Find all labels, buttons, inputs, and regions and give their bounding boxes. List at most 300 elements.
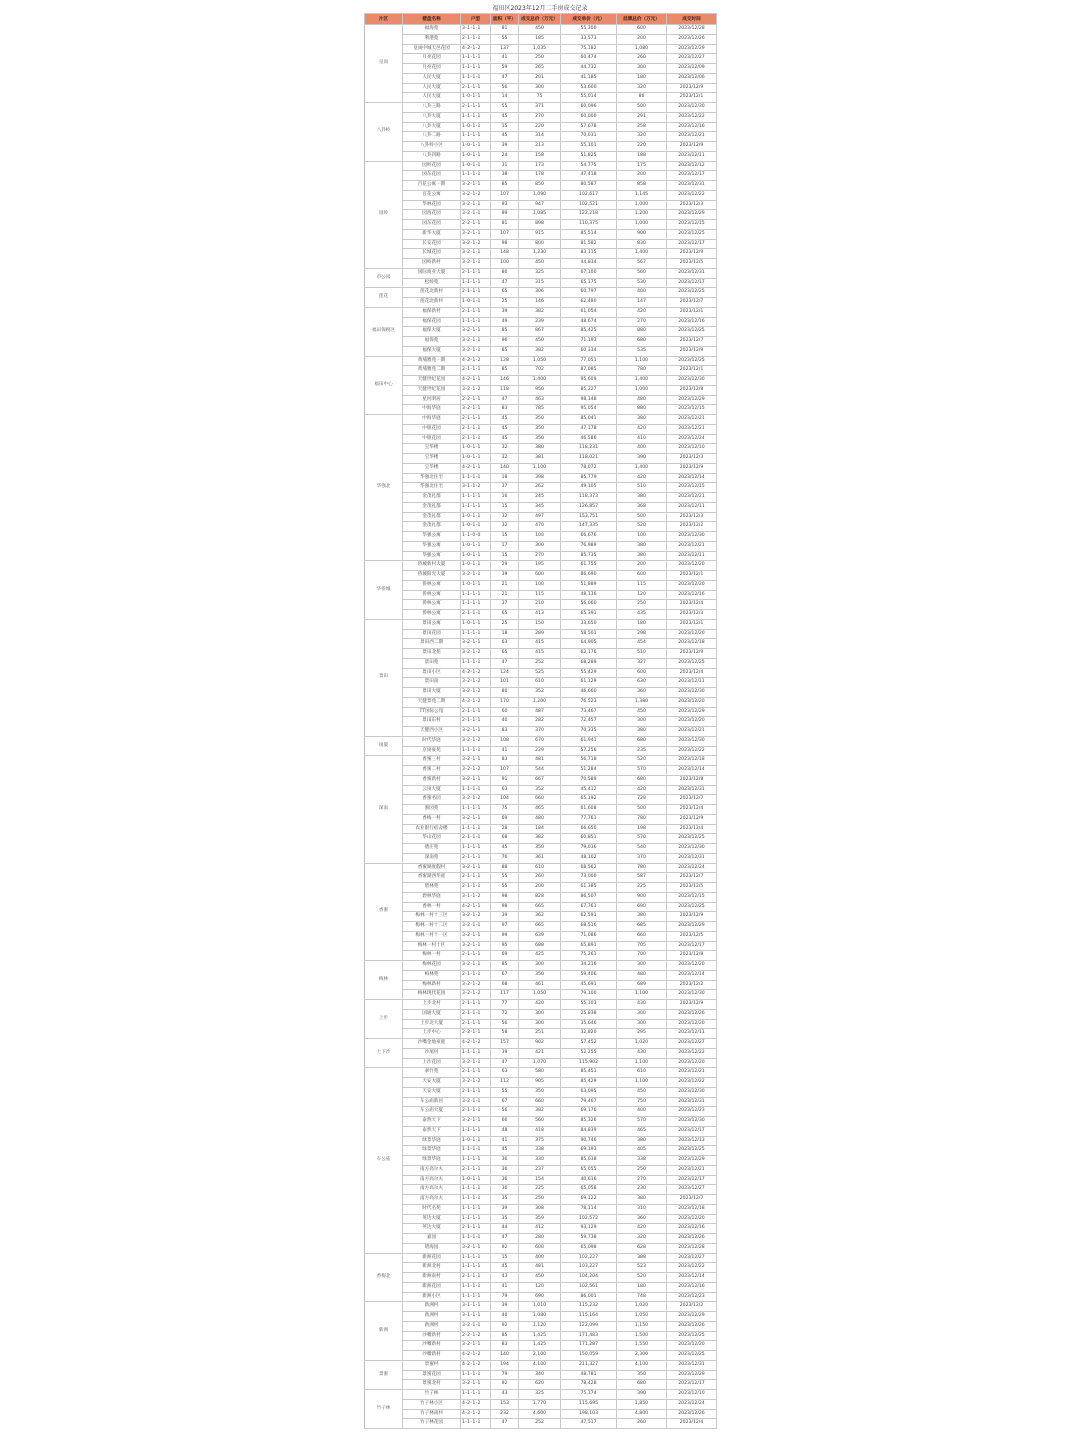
- total-price-cell: 289: [519, 629, 561, 639]
- unit-price-cell: 171,483: [561, 1331, 617, 1341]
- list-price-cell: 1,400: [617, 249, 667, 259]
- list-price-cell: 705: [617, 941, 667, 951]
- area-cell: 85: [491, 366, 519, 376]
- table-row: [365, 1136, 717, 1146]
- estate-name-cell: 华山花园: [403, 834, 461, 844]
- total-price-cell: 1,120: [519, 1321, 561, 1331]
- list-price-cell: 689: [617, 980, 667, 990]
- area-cell: 14: [491, 93, 519, 103]
- estate-name-cell: 车公庙大厦: [403, 1107, 461, 1117]
- layout-cell: 3-1-1-1: [461, 1302, 491, 1312]
- total-price-cell: 252: [519, 658, 561, 668]
- list-price-cell: 260: [617, 54, 667, 64]
- deal-date-cell: 2023/12/16: [667, 1224, 717, 1234]
- list-price-cell: 147: [617, 298, 667, 308]
- deal-date-cell: 2023/12/20: [667, 1214, 717, 1224]
- list-price-cell: 175: [617, 161, 667, 171]
- deal-date-cell: 2023/12/25: [667, 356, 717, 366]
- total-price-cell: 1,425: [519, 1341, 561, 1351]
- unit-price-cell: 147,335: [561, 522, 617, 532]
- layout-cell: 2-1-1-1: [461, 1087, 491, 1097]
- header-row: [365, 14, 717, 25]
- list-price-cell: 510: [617, 649, 667, 659]
- area-cell: 96: [491, 337, 519, 347]
- total-price-cell: 345: [519, 502, 561, 512]
- deal-date-cell: 2023/12/20: [667, 629, 717, 639]
- total-price-cell: 252: [519, 1419, 561, 1429]
- layout-cell: 1-1-1-1: [461, 590, 491, 600]
- deal-date-cell: 2023/12/18: [667, 1204, 717, 1214]
- deal-date-cell: 2023/12/7: [667, 337, 717, 347]
- area-cell: 39: [491, 142, 519, 152]
- list-price-cell: 1,000: [617, 200, 667, 210]
- estate-name-cell: 新洲花园: [403, 1253, 461, 1263]
- table-row: [365, 941, 717, 951]
- total-price-cell: 1,050: [519, 356, 561, 366]
- list-price-cell: 320: [617, 132, 667, 142]
- deal-date-cell: 2023/12/25: [667, 658, 717, 668]
- list-price-cell: 450: [617, 707, 667, 717]
- area-cell: 39: [491, 1302, 519, 1312]
- area-cell: 15: [491, 551, 519, 561]
- total-price-cell: 1,085: [519, 210, 561, 220]
- layout-cell: 1-0-1-1: [461, 151, 491, 161]
- layout-cell: 1-1-1-1: [461, 317, 491, 327]
- list-price-cell: 690: [617, 902, 667, 912]
- estate-name-cell: 新洲村: [403, 1312, 461, 1322]
- layout-cell: 4-2-1-2: [461, 1409, 491, 1419]
- estate-name-cell: 梅林现代花园: [403, 990, 461, 1000]
- area-cell: 98: [491, 892, 519, 902]
- unit-price-cell: 57,678: [561, 122, 617, 132]
- unit-price-cell: 51,825: [561, 151, 617, 161]
- total-price-cell: 600: [519, 571, 561, 581]
- unit-price-cell: 55,101: [561, 142, 617, 152]
- unit-price-cell: 115,695: [561, 1399, 617, 1409]
- unit-price-cell: 59,738: [561, 1234, 617, 1244]
- layout-cell: 1-0-1-1: [461, 522, 491, 532]
- total-price-cell: 75: [519, 93, 561, 103]
- table-row: [365, 493, 717, 503]
- total-price-cell: 420: [519, 1000, 561, 1010]
- layout-cell: 3-2-1-1: [461, 863, 491, 873]
- estate-name-cell: 新华大厦: [403, 229, 461, 239]
- unit-price-cell: 55,429: [561, 668, 617, 678]
- area-cell: 128: [491, 356, 519, 366]
- table-row: [365, 502, 717, 512]
- deal-date-cell: 2023/12/7: [667, 873, 717, 883]
- table-row: [365, 259, 717, 269]
- list-price-cell: 295: [617, 1029, 667, 1039]
- area-cell: 32: [491, 444, 519, 454]
- area-cell: 35: [491, 1195, 519, 1205]
- unit-price-cell: 70,589: [561, 775, 617, 785]
- total-price-cell: 229: [519, 746, 561, 756]
- estate-name-cell: 南方高尔夫: [403, 1165, 461, 1175]
- unit-price-cell: 85,779: [561, 473, 617, 483]
- area-cell: 36: [491, 1156, 519, 1166]
- area-cell: 77: [491, 1000, 519, 1010]
- unit-price-cell: 85,038: [561, 1156, 617, 1166]
- area-cell: 66: [491, 1117, 519, 1127]
- total-price-cell: 785: [519, 405, 561, 415]
- deal-date-cell: 2023/12/18: [667, 639, 717, 649]
- list-price-cell: 700: [617, 951, 667, 961]
- layout-cell: 3-2-1-1: [461, 200, 491, 210]
- total-price-cell: 1,035: [519, 44, 561, 54]
- area-cell: 112: [491, 1078, 519, 1088]
- area-cell: 137: [491, 44, 519, 54]
- layout-cell: 2-2-1-1: [461, 220, 491, 230]
- area-cell: 55: [491, 103, 519, 113]
- header-date: 成交时间: [667, 14, 717, 25]
- deal-date-cell: 2023/12/1: [667, 366, 717, 376]
- unit-price-cell: 68,516: [561, 922, 617, 932]
- table-row: [365, 356, 717, 366]
- total-price-cell: 315: [519, 278, 561, 288]
- unit-price-cell: 80,587: [561, 181, 617, 191]
- table-row: [365, 912, 717, 922]
- unit-price-cell: 56,718: [561, 756, 617, 766]
- deal-date-cell: 2023/12/4: [667, 805, 717, 815]
- total-price-cell: 560: [519, 1117, 561, 1127]
- unit-price-cell: 65,891: [561, 941, 617, 951]
- estate-name-cell: 香蜜新村: [403, 775, 461, 785]
- unit-price-cell: 84,839: [561, 1126, 617, 1136]
- deal-date-cell: 2023/12/9: [667, 463, 717, 473]
- total-price-cell: 361: [519, 853, 561, 863]
- table-row: [365, 1126, 717, 1136]
- area-cell: 148: [491, 249, 519, 259]
- table-row: [365, 73, 717, 83]
- table-row: [365, 268, 717, 278]
- total-price-cell: 308: [519, 1204, 561, 1214]
- area-cell: 69: [491, 951, 519, 961]
- estate-name-cell: 沙嘴新村: [403, 1331, 461, 1341]
- table-row: [365, 1321, 717, 1331]
- total-price-cell: 463: [519, 395, 561, 405]
- table-row: [365, 980, 717, 990]
- unit-price-cell: 61,054: [561, 307, 617, 317]
- area-cell: 39: [491, 571, 519, 581]
- total-price-cell: 580: [519, 1068, 561, 1078]
- deal-date-cell: 2023/12/17: [667, 1380, 717, 1390]
- estate-name-cell: 景田南: [403, 678, 461, 688]
- table-row: [365, 142, 717, 152]
- total-price-cell: 544: [519, 766, 561, 776]
- layout-cell: 1-0-1-1: [461, 298, 491, 308]
- estate-name-cell: 国际商业大厦: [403, 268, 461, 278]
- unit-price-cell: 65,058: [561, 1185, 617, 1195]
- unit-price-cell: 62,176: [561, 649, 617, 659]
- table-row: [365, 161, 717, 171]
- list-price-cell: 520: [617, 522, 667, 532]
- unit-price-cell: 69,176: [561, 1107, 617, 1117]
- unit-price-cell: 150,059: [561, 1351, 617, 1361]
- unit-price-cell: 211,327: [561, 1360, 617, 1370]
- list-price-cell: 420: [617, 785, 667, 795]
- total-price-cell: 450: [519, 1273, 561, 1283]
- deal-date-cell: 2023/12/27: [667, 1039, 717, 1049]
- list-price-cell: 1,100: [617, 1078, 667, 1088]
- unit-price-cell: 85,326: [561, 1117, 617, 1127]
- table-row: [365, 824, 717, 834]
- area-cell: 101: [491, 678, 519, 688]
- deal-date-cell: 2023/12/11: [667, 151, 717, 161]
- deal-date-cell: 2023/12/31: [667, 785, 717, 795]
- deal-date-cell: 2023/12/2: [667, 1302, 717, 1312]
- list-price-cell: 300: [617, 1019, 667, 1029]
- list-price-cell: 235: [617, 746, 667, 756]
- deal-date-cell: 2023/12/3: [667, 200, 717, 210]
- unit-price-cell: 57,256: [561, 746, 617, 756]
- estate-name-cell: 农业银行宿舍楼: [403, 824, 461, 834]
- deal-date-cell: 2023/12/20: [667, 717, 717, 727]
- area-cell: 40: [491, 717, 519, 727]
- list-price-cell: 410: [617, 434, 667, 444]
- layout-cell: 1-1-1-1: [461, 502, 491, 512]
- unit-price-cell: 71,193: [561, 337, 617, 347]
- estate-name-cell: 南方高尔夫: [403, 1185, 461, 1195]
- estate-name-cell: 天健世纪花园: [403, 385, 461, 395]
- district-cell: 香蜜: [365, 863, 403, 961]
- area-cell: 81: [491, 220, 519, 230]
- area-cell: 47: [491, 1058, 519, 1068]
- layout-cell: 4-2-1-1: [461, 902, 491, 912]
- total-price-cell: 950: [519, 385, 561, 395]
- layout-cell: 1-1-1-1: [461, 171, 491, 181]
- list-price-cell: 291: [617, 112, 667, 122]
- list-price-cell: 1,400: [617, 463, 667, 473]
- layout-cell: 1-1-1-1: [461, 493, 491, 503]
- table-row: [365, 902, 717, 912]
- list-price-cell: 180: [617, 619, 667, 629]
- layout-cell: 1-1-1-1: [461, 1282, 491, 1292]
- list-price-cell: 380: [617, 541, 667, 551]
- area-cell: 43: [491, 1273, 519, 1283]
- unit-price-cell: 86,690: [561, 571, 617, 581]
- table-row: [365, 814, 717, 824]
- district-cell: 新洲: [365, 1302, 403, 1361]
- list-price-cell: 728: [617, 795, 667, 805]
- layout-cell: 1-1-1-1: [461, 73, 491, 83]
- area-cell: 41: [491, 746, 519, 756]
- unit-price-cell: 65,098: [561, 1243, 617, 1253]
- deal-date-cell: 2023/12/1: [667, 93, 717, 103]
- list-price-cell: 600: [617, 571, 667, 581]
- table-row: [365, 327, 717, 337]
- total-price-cell: 450: [519, 25, 561, 35]
- layout-cell: 3-2-1-1: [461, 249, 491, 259]
- total-price-cell: 450: [519, 259, 561, 269]
- deal-date-cell: 2023/12/15: [667, 892, 717, 902]
- total-price-cell: 210: [519, 600, 561, 610]
- area-cell: 25: [491, 619, 519, 629]
- deal-date-cell: 2023/12/30: [667, 736, 717, 746]
- deal-date-cell: 2023/12/31: [667, 1097, 717, 1107]
- total-price-cell: 350: [519, 434, 561, 444]
- unit-price-cell: 25,838: [561, 1009, 617, 1019]
- table-row: [365, 444, 717, 454]
- estate-name-cell: 梅林一村十区: [403, 941, 461, 951]
- table-row: [365, 1087, 717, 1097]
- table-row: [365, 766, 717, 776]
- total-price-cell: 195: [519, 561, 561, 571]
- district-cell: 深南: [365, 756, 403, 863]
- table-row: [365, 1204, 717, 1214]
- deal-date-cell: 2023/12/20: [667, 1341, 717, 1351]
- area-cell: 170: [491, 697, 519, 707]
- list-price-cell: 4,800: [617, 1409, 667, 1419]
- unit-price-cell: 70,031: [561, 132, 617, 142]
- layout-cell: 2-2-1-1: [461, 395, 491, 405]
- deal-date-cell: 2023/12/29: [667, 1156, 717, 1166]
- table-row: [365, 1117, 717, 1127]
- estate-name-cell: 香蜜名园: [403, 795, 461, 805]
- deal-date-cell: 2023/12/30: [667, 844, 717, 854]
- area-cell: 99: [491, 931, 519, 941]
- layout-cell: 1-1-1-1: [461, 1253, 491, 1263]
- estate-name-cell: 翠竹苑: [403, 1068, 461, 1078]
- deal-date-cell: 2023/12/20: [667, 1019, 717, 1029]
- area-cell: 91: [491, 775, 519, 785]
- total-price-cell: 330: [519, 1156, 561, 1166]
- deal-date-cell: 2023/12/5: [667, 931, 717, 941]
- area-cell: 146: [491, 376, 519, 386]
- unit-price-cell: 35,646: [561, 1019, 617, 1029]
- estate-name-cell: 绿景华庭: [403, 1156, 461, 1166]
- total-price-cell: 350: [519, 415, 561, 425]
- area-cell: 80: [491, 688, 519, 698]
- unit-price-cell: 103,227: [561, 1263, 617, 1273]
- area-cell: 68: [491, 980, 519, 990]
- district-cell: 上步: [365, 1000, 403, 1039]
- area-cell: 67: [491, 1097, 519, 1107]
- district-cell: 皇岗: [365, 25, 403, 103]
- layout-cell: 3-2-1-1: [461, 775, 491, 785]
- total-price-cell: 497: [519, 512, 561, 522]
- estate-name-cell: 宝华楼: [403, 444, 461, 454]
- estate-name-cell: 景田东村: [403, 717, 461, 727]
- deal-date-cell: 2023/12/16: [667, 590, 717, 600]
- list-price-cell: 1,100: [617, 1058, 667, 1068]
- area-cell: 31: [491, 161, 519, 171]
- layout-cell: 3-2-1-1: [461, 571, 491, 581]
- list-price-cell: 780: [617, 863, 667, 873]
- table-row: [365, 834, 717, 844]
- layout-cell: 3-2-1-2: [461, 766, 491, 776]
- area-cell: 56: [491, 1107, 519, 1117]
- district-cell: 八卦岭: [365, 103, 403, 162]
- unit-price-cell: 68,562: [561, 863, 617, 873]
- table-row: [365, 1282, 717, 1292]
- table-row: [365, 717, 717, 727]
- deal-date-cell: 2023/12/2: [667, 980, 717, 990]
- estate-name-cell: 人民大厦: [403, 83, 461, 93]
- total-price-cell: 702: [519, 366, 561, 376]
- estate-name-cell: 华强公寓: [403, 541, 461, 551]
- table-row: [365, 522, 717, 532]
- deal-date-cell: 2023/12/1: [667, 307, 717, 317]
- estate-name-cell: 福保新村: [403, 307, 461, 317]
- estate-name-cell: 侨林公寓: [403, 580, 461, 590]
- deal-date-cell: 2023/12/16: [667, 1282, 717, 1292]
- layout-cell: 3-1-1-1: [461, 25, 491, 35]
- unit-price-cell: 126,857: [561, 502, 617, 512]
- deal-date-cell: 2023/12/25: [667, 327, 717, 337]
- estate-name-cell: 梅林花园: [403, 961, 461, 971]
- deal-date-cell: 2023/12/06: [667, 73, 717, 83]
- unit-price-cell: 61,941: [561, 736, 617, 746]
- deal-date-cell: 2023/12/29: [667, 210, 717, 220]
- layout-cell: 3-1-1-2: [461, 892, 491, 902]
- deal-date-cell: 2023/12/3: [667, 512, 717, 522]
- unit-price-cell: 65,175: [561, 278, 617, 288]
- area-cell: 85: [491, 346, 519, 356]
- estate-name-cell: 宝华楼: [403, 463, 461, 473]
- deal-date-cell: 2023/12/8: [667, 385, 717, 395]
- unit-price-cell: 110,375: [561, 220, 617, 230]
- total-price-cell: 2,100: [519, 1351, 561, 1361]
- total-price-cell: 525: [519, 668, 561, 678]
- list-price-cell: 1,150: [617, 1321, 667, 1331]
- header-list-price: 挂牌总价（万元）: [617, 14, 667, 25]
- deal-date-cell: 2023/12/29: [667, 44, 717, 54]
- area-cell: 15: [491, 532, 519, 542]
- unit-price-cell: 61,129: [561, 678, 617, 688]
- estate-name-cell: 园岭新村: [403, 259, 461, 269]
- unit-price-cell: 67,100: [561, 268, 617, 278]
- area-cell: 39: [491, 1204, 519, 1214]
- area-cell: 18: [491, 473, 519, 483]
- deal-date-cell: 2023/12/26: [667, 1321, 717, 1331]
- unit-price-cell: 62,480: [561, 298, 617, 308]
- total-price-cell: 220: [519, 122, 561, 132]
- total-price-cell: 665: [519, 922, 561, 932]
- estate-name-cell: 蜜园苑: [403, 805, 461, 815]
- layout-cell: 4-2-1-2: [461, 356, 491, 366]
- total-price-cell: 688: [519, 941, 561, 951]
- deal-date-cell: 2023/12/22: [667, 746, 717, 756]
- layout-cell: 1-1-1-1: [461, 824, 491, 834]
- unit-price-cell: 85,451: [561, 1068, 617, 1078]
- layout-cell: 1-1-1-1: [461, 1048, 491, 1058]
- total-price-cell: 947: [519, 200, 561, 210]
- total-price-cell: 350: [519, 970, 561, 980]
- total-price-cell: 600: [519, 1243, 561, 1253]
- unit-price-cell: 81,582: [561, 239, 617, 249]
- estate-name-cell: 德庄苑: [403, 844, 461, 854]
- estate-name-cell: 百花公寓一期: [403, 181, 461, 191]
- table-row: [365, 707, 717, 717]
- list-price-cell: 338: [617, 1156, 667, 1166]
- area-cell: 17: [491, 541, 519, 551]
- unit-price-cell: 115,902: [561, 1058, 617, 1068]
- estate-name-cell: 时代华庭: [403, 736, 461, 746]
- area-cell: 56: [491, 83, 519, 93]
- layout-cell: 3-2-1-1: [461, 210, 491, 220]
- total-price-cell: 382: [519, 1107, 561, 1117]
- area-cell: 88: [491, 863, 519, 873]
- table-row: [365, 629, 717, 639]
- unit-price-cell: 87,085: [561, 366, 617, 376]
- layout-cell: 3-2-1-1: [461, 327, 491, 337]
- layout-cell: 1-1-1-1: [461, 1390, 491, 1400]
- deal-date-cell: 2023/12/23: [667, 1107, 717, 1117]
- table-row: [365, 1360, 717, 1370]
- deal-date-cell: 2023/12/30: [667, 103, 717, 113]
- estate-name-cell: 碧林苑: [403, 883, 461, 893]
